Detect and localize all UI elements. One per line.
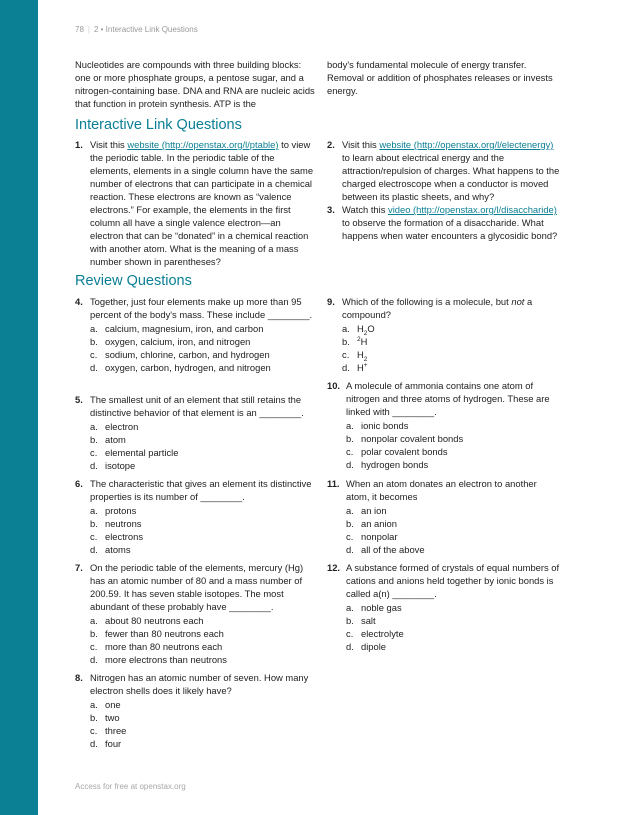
question-text: The smallest unit of an element that still retains the distinctive behavior of that element is an ________. (90, 394, 304, 418)
question-number: 9. (327, 296, 335, 307)
option-b[interactable]: b. salt (346, 615, 376, 626)
option-a[interactable]: a. an ion (346, 505, 387, 516)
answer-options (327, 504, 562, 556)
question-text: The characteristic that gives an element its distinctive properties is its number of ________. (90, 478, 312, 502)
option-b[interactable]: b. neutrons (90, 518, 142, 529)
interactive-heading: Interactive Link Questions (75, 117, 242, 133)
question-number: 7. (75, 562, 83, 573)
question-text: A molecule of ammonia contains one atom of nitrogen and three atoms of hydrogen. These are linked with ________. (346, 380, 550, 417)
question-5 (75, 393, 315, 472)
answer-options (75, 420, 315, 472)
question-number: 4. (75, 296, 83, 307)
question-text: A substance formed of crystals of equal numbers of cations and anions held together by ionic bonds is called a(n) ________. (346, 562, 560, 599)
option-c[interactable]: c. electrolyte (346, 628, 404, 639)
website-link[interactable]: website (http://openstax.org/l/ptable) (127, 139, 279, 150)
sidebar-band (0, 0, 38, 815)
option-d[interactable]: d. more electrons than neutrons (90, 654, 227, 665)
answer-options (327, 419, 562, 471)
answer-options (327, 601, 562, 653)
option-a[interactable]: a. electron (90, 421, 139, 432)
question-text-pre: Visit this (342, 139, 380, 150)
option-a[interactable]: a. one (90, 699, 121, 710)
question-8 (75, 671, 315, 750)
option-b[interactable]: b. atom (90, 434, 126, 445)
question-9 (327, 295, 562, 374)
intro-right: body's fundamental molecule of energy transfer. Removal or addition of phosphates releases or invests energy. (327, 59, 553, 96)
question-2 (327, 138, 562, 203)
option-d[interactable]: d. oxygen, carbon, hydrogen, and nitrogen (90, 362, 271, 373)
option-c[interactable]: c. elemental particle (90, 447, 179, 458)
option-d[interactable]: d. isotope (90, 460, 136, 471)
option-d[interactable]: d. atoms (90, 544, 131, 555)
question-1 (75, 138, 315, 268)
question-text: Nitrogen has an atomic number of seven. How many electron shells does it likely have? (90, 672, 309, 696)
option-c[interactable]: c. more than 80 neutrons each (90, 641, 223, 652)
question-7 (75, 561, 315, 666)
question-number: 3. (327, 204, 335, 215)
option-b[interactable]: b. nonpolar covalent bonds (346, 433, 464, 444)
option-c[interactable]: c. $H_2$ (342, 349, 368, 363)
question-6 (75, 477, 315, 556)
question-number: 10. (327, 380, 341, 391)
option-d[interactable]: d. all of the above (346, 544, 425, 555)
option-b[interactable]: b. $^2$H (342, 335, 368, 347)
question-text: On the periodic table of the elements, mercury (Hg) has an atomic number of 80 and a mass number of 200.59. It has seven stable isotopes. The most abundant of these probably have ________. (90, 562, 304, 612)
question-number: 11. (327, 478, 340, 489)
question-number: 1. (75, 139, 83, 150)
question-4 (75, 295, 315, 374)
option-b[interactable]: b. an anion (346, 518, 397, 529)
option-c[interactable]: c. polar covalent bonds (346, 446, 448, 457)
option-a[interactable]: a. calcium, magnesium, iron, and carbon (90, 323, 264, 334)
question-text-pre: Which of the following is a molecule, but (342, 296, 512, 307)
option-c[interactable]: c. sodium, chlorine, carbon, and hydrogen (90, 349, 270, 360)
question-text-emphasis: not (511, 296, 525, 307)
question-text-pre: Visit this (90, 139, 128, 150)
question-text-post: to view the periodic table. In the periodic table of the elements, elements in a single column have the same number of electrons that can participate in a chemical reaction. These electrons are known as “valence electrons.” For example, the elements in the first column all have a single valence electron—an electron that can be “donated” in a chemical reaction with another atom. What is the meaning of a mass number shown in parentheses? (90, 139, 314, 267)
question-text-post: a compound? (342, 296, 533, 320)
option-c[interactable]: c. nonpolar (346, 531, 398, 542)
question-11 (327, 477, 562, 556)
option-d[interactable]: d. hydrogen bonds (346, 459, 429, 470)
option-a[interactable]: a. about 80 neutrons each (90, 615, 204, 626)
page-number: 78 (75, 25, 84, 34)
answer-options (75, 322, 315, 374)
answer-options (327, 322, 562, 374)
page-header (75, 25, 198, 34)
answer-options (75, 614, 315, 666)
page-footer: Access for free at openstax.org (75, 782, 186, 791)
option-d[interactable]: d. four (90, 738, 122, 749)
option-c[interactable]: c. electrons (90, 531, 144, 542)
question-number: 2. (327, 139, 335, 150)
question-number: 12. (327, 562, 341, 573)
chapter-label: 2 • Interactive Link Questions (93, 25, 198, 34)
option-a[interactable]: a. ionic bonds (346, 420, 409, 431)
option-b[interactable]: b. fewer than 80 neutrons each (90, 628, 224, 639)
question-text: When an atom donates an electron to another atom, it becomes (346, 478, 537, 502)
header-divider: | (87, 25, 90, 34)
question-3 (327, 203, 562, 242)
question-number: 6. (75, 478, 83, 489)
option-a[interactable]: a. protons (90, 505, 137, 516)
intro-left: Nucleotides are compounds with three building blocks: one or more phosphate groups, a pentose sugar, and a nitrogen-containing base. DNA and RNA are nucleic acids that function in protein synthesis. ATP is the (75, 59, 315, 109)
review-heading: Review Questions (75, 273, 192, 289)
question-text: Together, just four elements make up more than 95 percent of the body's mass. These include ________. (90, 296, 313, 320)
option-b[interactable]: b. oxygen, calcium, iron, and nitrogen (90, 336, 251, 347)
question-text-pre: Watch this (342, 204, 389, 215)
option-a[interactable]: a. noble gas (346, 602, 402, 613)
question-text-post: to observe the formation of a disaccharide. What happens when water encounters a glycosidic bond? (342, 217, 558, 241)
answer-options (75, 504, 315, 556)
option-a[interactable]: a. $H_2O$ (342, 323, 375, 337)
option-d[interactable]: d. H+ (342, 361, 368, 373)
option-d[interactable]: d. dipole (346, 641, 387, 652)
website-link[interactable]: website (http://openstax.org/l/electenergy) (379, 139, 554, 150)
option-c[interactable]: c. three (90, 725, 127, 736)
question-number: 8. (75, 672, 83, 683)
question-text-post: to learn about electrical energy and the attraction/repulsion of charges. What happens to the charged electroscope when a conductor is moved between its plastic sheets, and why? (342, 152, 560, 202)
question-10 (327, 379, 562, 471)
answer-options (75, 698, 315, 750)
question-12 (327, 561, 562, 653)
question-number: 5. (75, 394, 83, 405)
option-b[interactable]: b. two (90, 712, 120, 723)
video-link[interactable]: video (http://openstax.org/l/disaccharide) (388, 204, 557, 215)
